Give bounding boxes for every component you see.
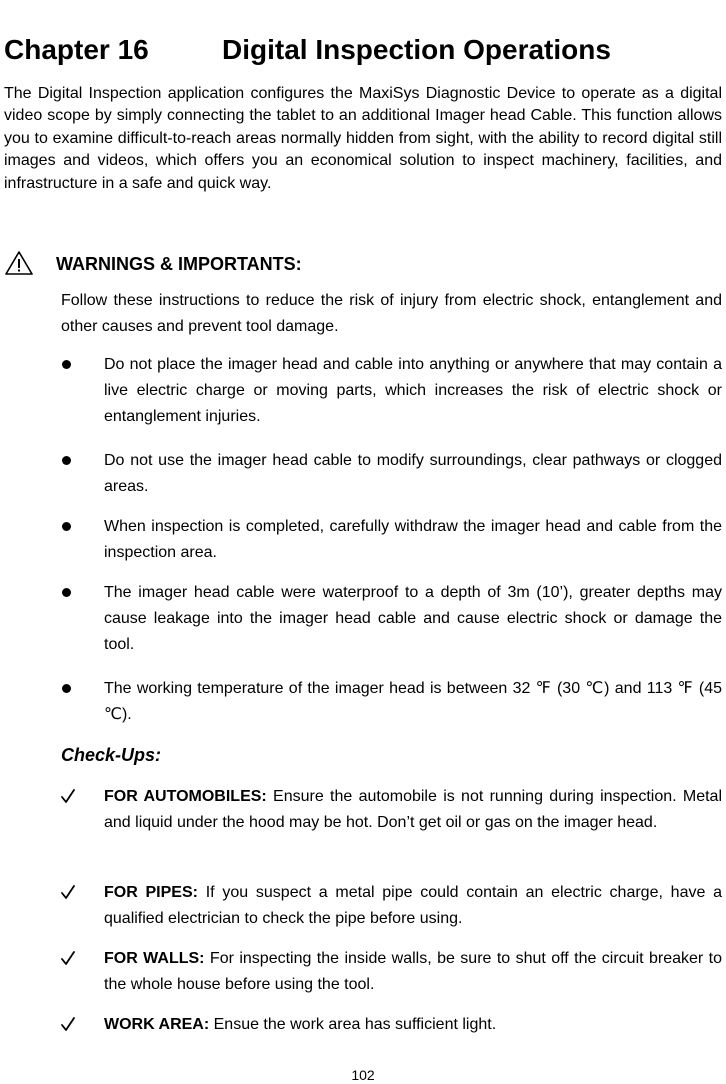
bullet-icon [62, 588, 71, 597]
chapter-heading [4, 32, 722, 68]
checkups-title: Check-Ups: [61, 745, 162, 765]
checkmark-icon [61, 1017, 75, 1032]
checkup-item-text [104, 784, 722, 836]
bullet-icon [62, 360, 71, 369]
warning-triangle-icon [4, 250, 34, 276]
checkup-description: Ensue the work area has sufficient light. [209, 1016, 497, 1033]
checkmark-icon [61, 885, 75, 900]
warnings-intro: Follow these instructions to reduce the risk of injury from electric shock, entanglement and other causes and prevent tool damage. [61, 292, 722, 335]
checkmark-icon [61, 951, 75, 966]
bullet-icon [62, 456, 71, 465]
checkup-description: If you suspect a metal pipe could contain an electric charge, have a qualified electrician to check the pipe before using. [104, 884, 723, 927]
warning-item-text: The working temperature of the imager head is between 32 ℉ (30 ℃) and 113 ℉ (45 ℃). [104, 680, 722, 723]
checkup-label: FOR PIPES: [104, 884, 198, 901]
warnings-heading [4, 250, 722, 276]
warning-item-text: Do not place the imager head and cable into anything or anywhere that may contain a live electric charge or moving parts, which increases the risk of electric shock or entanglement injuries. [104, 356, 722, 425]
warning-item-text: The imager head cable were waterproof to a depth of 3m (10’), greater depths may cause leakage into the imager head cable and cause electric shock or damage the tool. [104, 584, 722, 653]
intro-paragraph: The Digital Inspection application configures the MaxiSys Diagnostic Device to operate as a digital video scope by simply connecting the tablet to an additional Imager head Cable. This function allows you to examine difficult-to-reach areas normally hidden from sight, with the ability to record digital still images and videos, which offers you an economical solution to inspect machinery, facilities, and infrastructure in a safe and quick way. [4, 85, 722, 192]
warning-item-text: When inspection is completed, carefully withdraw the imager head and cable from the inspection area. [104, 518, 722, 561]
bullet-icon [62, 684, 71, 693]
checkup-label: WORK AREA: [104, 1016, 210, 1033]
checkup-item-text [104, 1012, 722, 1038]
checkup-label: FOR WALLS: [104, 950, 205, 967]
checkup-description: Ensure the automobile is not running during inspection. Metal and liquid under the hood may be hot. Don’t get oil or gas on the imager head. [104, 788, 722, 831]
checkup-label: FOR AUTOMOBILES: [104, 788, 267, 805]
checkup-item-text [104, 946, 722, 998]
chapter-title: Digital Inspection Operations [222, 34, 611, 65]
chapter-number: Chapter 16 [4, 34, 149, 65]
bullet-icon [62, 522, 71, 531]
warning-item-text: Do not use the imager head cable to modify surroundings, clear pathways or clogged areas. [104, 452, 722, 495]
checkup-description: For inspecting the inside walls, be sure to shut off the circuit breaker to the whole house before using the tool. [104, 950, 722, 993]
page-number: 102 [351, 1067, 375, 1083]
checkup-item-text [104, 880, 722, 932]
checkmark-icon [61, 789, 75, 804]
warnings-title: WARNINGS & IMPORTANTS: [56, 254, 302, 274]
